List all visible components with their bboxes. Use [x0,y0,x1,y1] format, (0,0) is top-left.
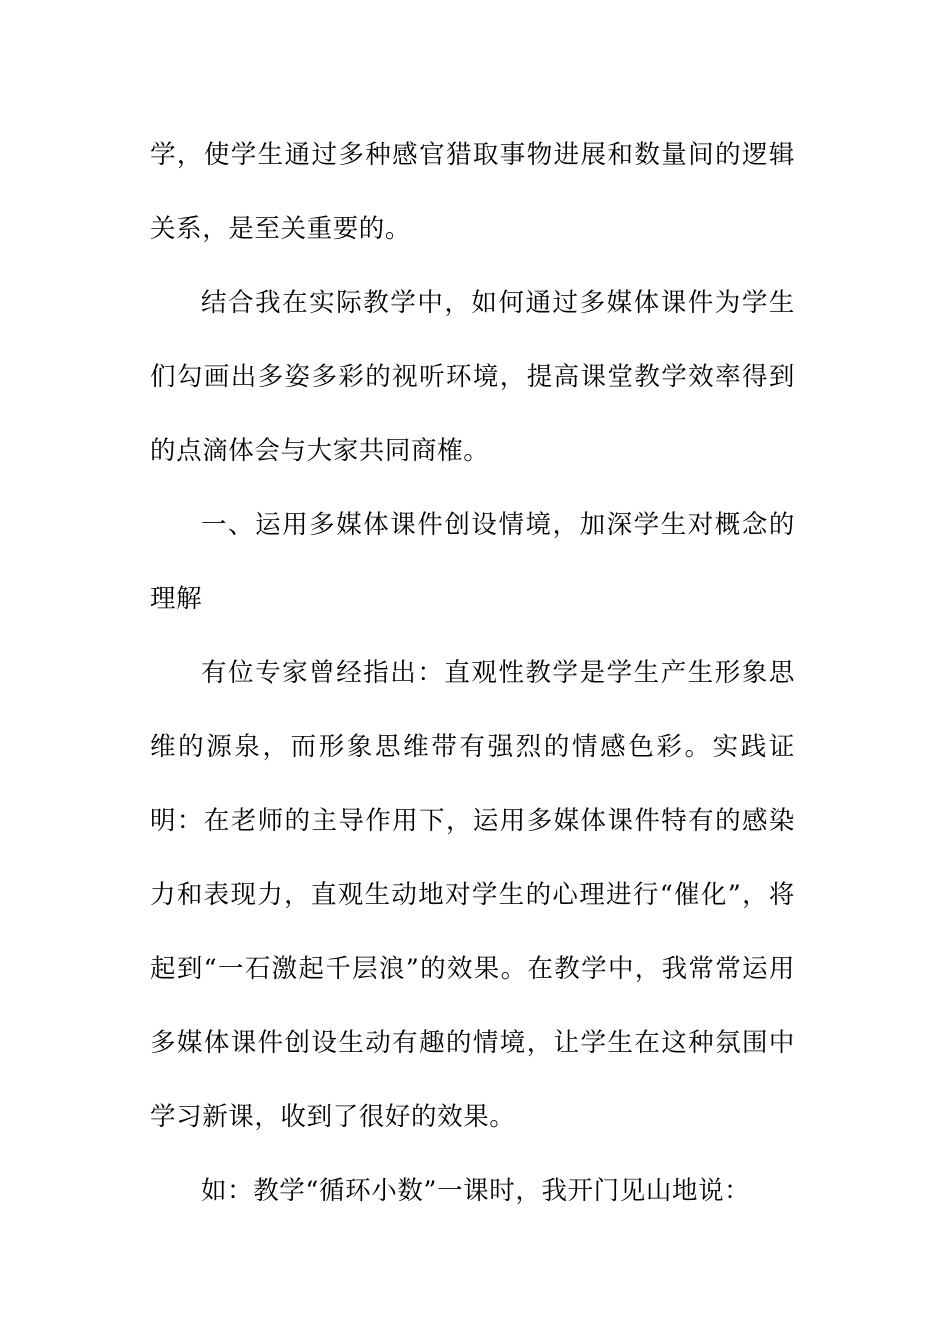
paragraph-intro: 结合我在实际教学中，如何通过多媒体课件为学生们勾画出多姿多彩的视听环境，提高课堂教学效率得到的点滴体会与大家共同商榷。 [150,288,795,466]
document-body [150,118,795,1228]
paragraph-continuation: 学，使学生通过多种感官猎取事物进展和数量间的逻辑关系，是至关重要的。 [150,140,795,244]
paragraph-body: 有位专家曾经指出：直观性教学是学生产生形象思维的源泉，而形象思维带有强烈的情感色彩。实践证明：在老师的主导作用下，运用多媒体课件特有的感染力和表现力，直观生动地对学生的心理进行“催化”，将起到“一石激起千层浪”的效果。在教学中，我常常运用多媒体课件创设生动有趣的情境，让学生在这种氛围中学习新课，收到了很好的效果。 [150,658,795,1132]
section-heading-one: 一、运用多媒体课件创设情境，加深学生对概念的理解 [150,510,795,614]
paragraph-example: 如：教学“循环小数”一课时，我开门见山地说： [201,1176,751,1206]
